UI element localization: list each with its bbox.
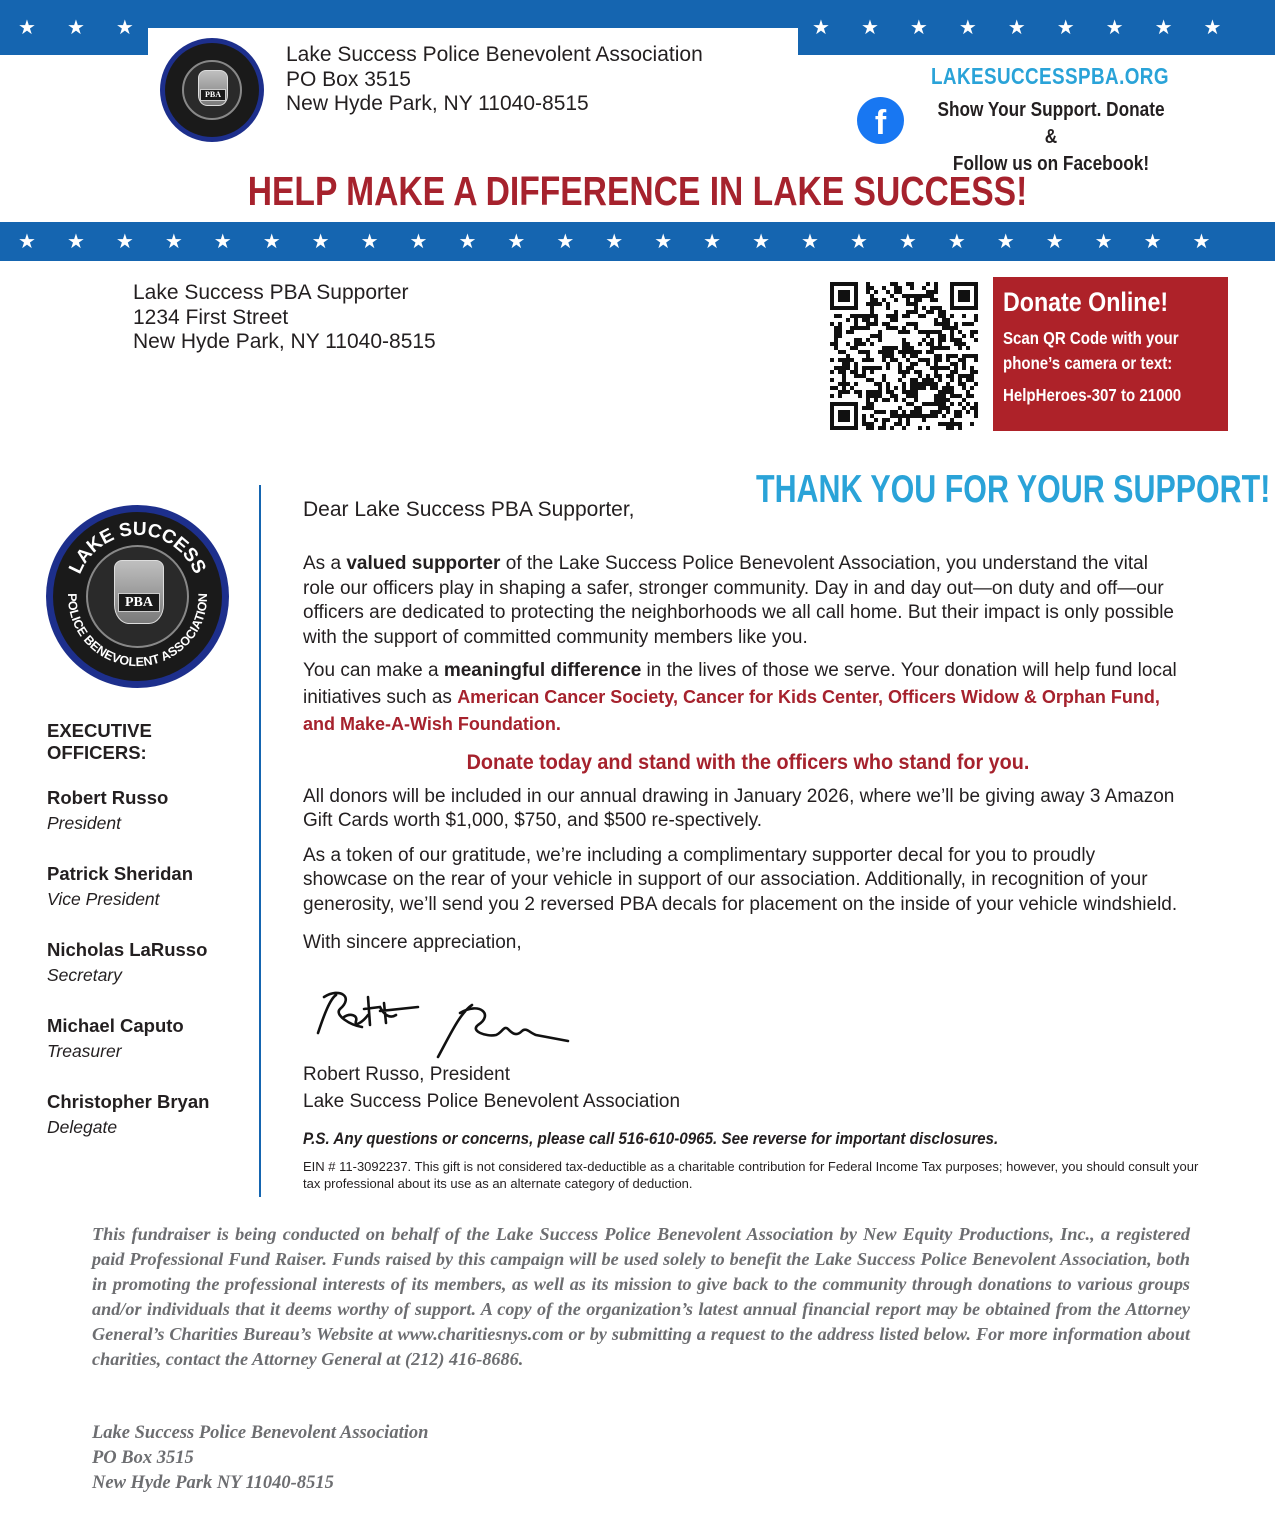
donate-title: Donate Online! [1003, 287, 1169, 317]
star-icon: ★ [958, 17, 977, 39]
signer-block [303, 1061, 680, 1115]
p1-text: As a [303, 553, 347, 574]
middle-star-band [0, 222, 1275, 261]
p1-bold: valued supporter [346, 553, 501, 574]
star-icon: ★ [507, 231, 526, 253]
top-bar-strip [148, 0, 798, 28]
officer-name: Robert Russo [47, 787, 169, 808]
star-icon: ★ [1007, 17, 1026, 39]
officer-entry [47, 1015, 247, 1091]
headline: HELP MAKE A DIFFERENCE IN LAKE SUCCESS! [247, 168, 1028, 214]
star-icon: ★ [849, 231, 868, 253]
footer-address-line-1: Lake Success Police Benevolent Association [92, 1423, 429, 1443]
star-icon: ★ [1143, 231, 1162, 253]
star-icon: ★ [458, 231, 477, 253]
closing: With sincere appreciation, [303, 932, 522, 953]
star-icon: ★ [18, 231, 36, 253]
star-icon: ★ [752, 231, 770, 253]
recipient-city-line: New Hyde Park, NY 11040-8515 [133, 330, 436, 353]
star-icon: ★ [654, 231, 673, 253]
star-icon: ★ [898, 231, 917, 253]
star-icon: ★ [1192, 231, 1211, 253]
thank-you-heading: THANK YOU FOR YOUR SUPPORT! [756, 468, 1271, 511]
star-icon: ★ [1154, 17, 1173, 39]
donate-line-1: Scan QR Code with your [1003, 328, 1179, 348]
paragraph-4: As a token of our gratitude, we’re including a complimentary supporter decal for you to proudly showcase on the rear of your vehicle in support of our association. Additionally, in recognition of your generosity, we’ll send you 2 reversed PBA decals for placement on the inside of your vehicle windshield. [303, 844, 1178, 915]
star-icon: ★ [605, 231, 624, 253]
officer-entry [47, 787, 247, 863]
officer-list [47, 787, 247, 1167]
executive-officers [47, 720, 247, 1167]
star-icon: ★ [409, 231, 428, 253]
sidebar-divider [259, 485, 261, 1197]
ein-note: EIN # 11-3092237. This gift is not considered tax-deductible as a charitable contribution for Federal Income Tax purposes; however, you should consult your tax professional about its use as an alternate category of deduction. [303, 1159, 1199, 1191]
donate-line-2: phone’s camera or text: [1003, 353, 1173, 373]
seal-bottom-text: POLICE BENEVOLENT ASSOCIATION [64, 593, 211, 670]
officer-name: Christopher Bryan [47, 1091, 210, 1112]
officer-title: Secretary [47, 965, 122, 985]
star-icon: ★ [947, 231, 966, 253]
star-icon: ★ [812, 17, 830, 39]
seal-badge-text: PBA [118, 593, 160, 612]
facebook-line-2: Follow us on Facebook! [952, 152, 1150, 175]
facebook-line-1: Show Your Support. Donate & [937, 98, 1165, 148]
p1-text-rest: of the Lake Success Police Benevolent Association, you understand the vital role our officers play in shaping a safer, stronger community. Day in and day out—on duty and off—our officers are dedicated to protecting the neighborhoods we all call home. But their impact is only possible with the support of committed community members like you. [303, 553, 1174, 648]
star-icon: ★ [556, 231, 575, 253]
star-icon: ★ [311, 231, 330, 253]
signature [310, 985, 580, 1065]
star-icon: ★ [1094, 231, 1113, 253]
footer-address-line-2: PO Box 3515 [92, 1448, 194, 1468]
officers-heading: EXECUTIVE OFFICERS: [47, 720, 152, 763]
footer-address [92, 1421, 428, 1496]
recipient-street: 1234 First Street [133, 305, 289, 329]
signer-org: Lake Success Police Benevolent Association [303, 1091, 681, 1112]
donate-online-box[interactable] [993, 277, 1228, 431]
star-icon: ★ [66, 231, 85, 253]
officer-title: Treasurer [47, 1041, 122, 1061]
pba-seal-large [46, 505, 229, 688]
paragraph-3: All donors will be included in our annual drawing in January 2026, where we’ll be giving away 3 Amazon Gift Cards worth $1,000, $750, and $500 re-spectively. [303, 785, 1175, 831]
star-icon: ★ [115, 231, 134, 253]
star-icon: ★ [801, 231, 819, 253]
header-org-name: Lake Success Police Benevolent Association [286, 43, 703, 66]
star-icon: ★ [996, 231, 1015, 253]
officer-name: Patrick Sheridan [47, 863, 194, 884]
top-right-star-band [798, 0, 1275, 55]
paragraph-1 [303, 552, 1183, 650]
star-icon: ★ [360, 231, 379, 253]
star-icon: ★ [1105, 17, 1124, 39]
p2-text: You can make a [303, 660, 444, 681]
facebook-follow-text [931, 96, 1171, 177]
star-icon: ★ [909, 17, 928, 39]
pba-seal-small: PBA [160, 38, 264, 142]
header-po-box: PO Box 3515 [286, 67, 411, 91]
footer-address-line-3: New Hyde Park NY 11040-8515 [92, 1473, 334, 1493]
star-icon: ★ [213, 231, 232, 253]
officer-title: Vice President [47, 889, 160, 909]
p2-charities: American Cancer Society, Cancer for Kids Center, Officers Widow & Orphan Fund, and Make-A-Wish Foundation. [303, 686, 1160, 734]
fundraiser-disclosure: This fundraiser is being conducted on behalf of the Lake Success Police Benevolent Association by New Equity Productions, Inc., a registered paid Professional Fund Raiser. Funds raised by this campaign will be used solely to benefit the Lake Success Police Benevolent Association, both in promoting the professional interests of its members, as well as its mission to give back to the community through donations to various groups and/or individuals that it deems worthy of support. A copy of the organization’s latest annual financial report may be obtained from the Attorney General’s Charities Bureau’s Website at www.charitiesnys.com or by submitting a request to the address listed below. For more information about charities, contact the Attorney General at (212) 416-8686. [92, 1224, 1190, 1369]
postscript: P.S. Any questions or concerns, please call 516-610-0965. See reverse for important disclosures. [303, 1130, 999, 1148]
officer-entry [47, 1091, 247, 1167]
donate-callout: Donate today and stand with the officers who stand for you. [466, 749, 1030, 774]
star-icon: ★ [164, 231, 183, 253]
star-icon: ★ [860, 17, 879, 39]
donate-text-code: HelpHeroes-307 to 21000 [1003, 385, 1182, 405]
paragraph-2 [303, 659, 1183, 738]
star-icon: ★ [1203, 17, 1222, 39]
seal-top-text: LAKE SUCCESS [65, 518, 210, 578]
recipient-address [133, 281, 436, 355]
star-icon: ★ [1056, 17, 1075, 39]
officer-entry [47, 939, 247, 1015]
p2-text-middle: in the lives of those we serve. Your donation will help fund local initiatives such as [303, 660, 1177, 708]
star-icon: ★ [18, 17, 36, 39]
officer-title: President [47, 813, 121, 833]
star-icon: ★ [703, 231, 722, 253]
recipient-name: Lake Success PBA Supporter [133, 281, 409, 304]
letter-body [303, 498, 1183, 954]
facebook-icon[interactable]: f [857, 97, 904, 144]
officer-name: Michael Caputo [47, 1015, 184, 1036]
officer-name: Nicholas LaRusso [47, 939, 208, 960]
top-left-star-band [0, 0, 148, 55]
signer-name: Robert Russo, President [303, 1064, 510, 1085]
header-city-line: New Hyde Park, NY 11040-8515 [286, 92, 589, 115]
star-icon: ★ [66, 17, 85, 39]
star-icon: ★ [1045, 231, 1064, 253]
p2-bold: meaningful difference [443, 660, 642, 681]
star-icon: ★ [115, 17, 134, 39]
officer-entry [47, 863, 247, 939]
salutation: Dear Lake Success PBA Supporter, [303, 498, 635, 521]
header-address [286, 43, 703, 117]
star-icon: ★ [262, 231, 281, 253]
officer-title: Delegate [47, 1117, 118, 1137]
qr-code[interactable] [830, 282, 978, 430]
website-link[interactable]: LAKESUCCESSPBA.ORG [931, 63, 1169, 89]
